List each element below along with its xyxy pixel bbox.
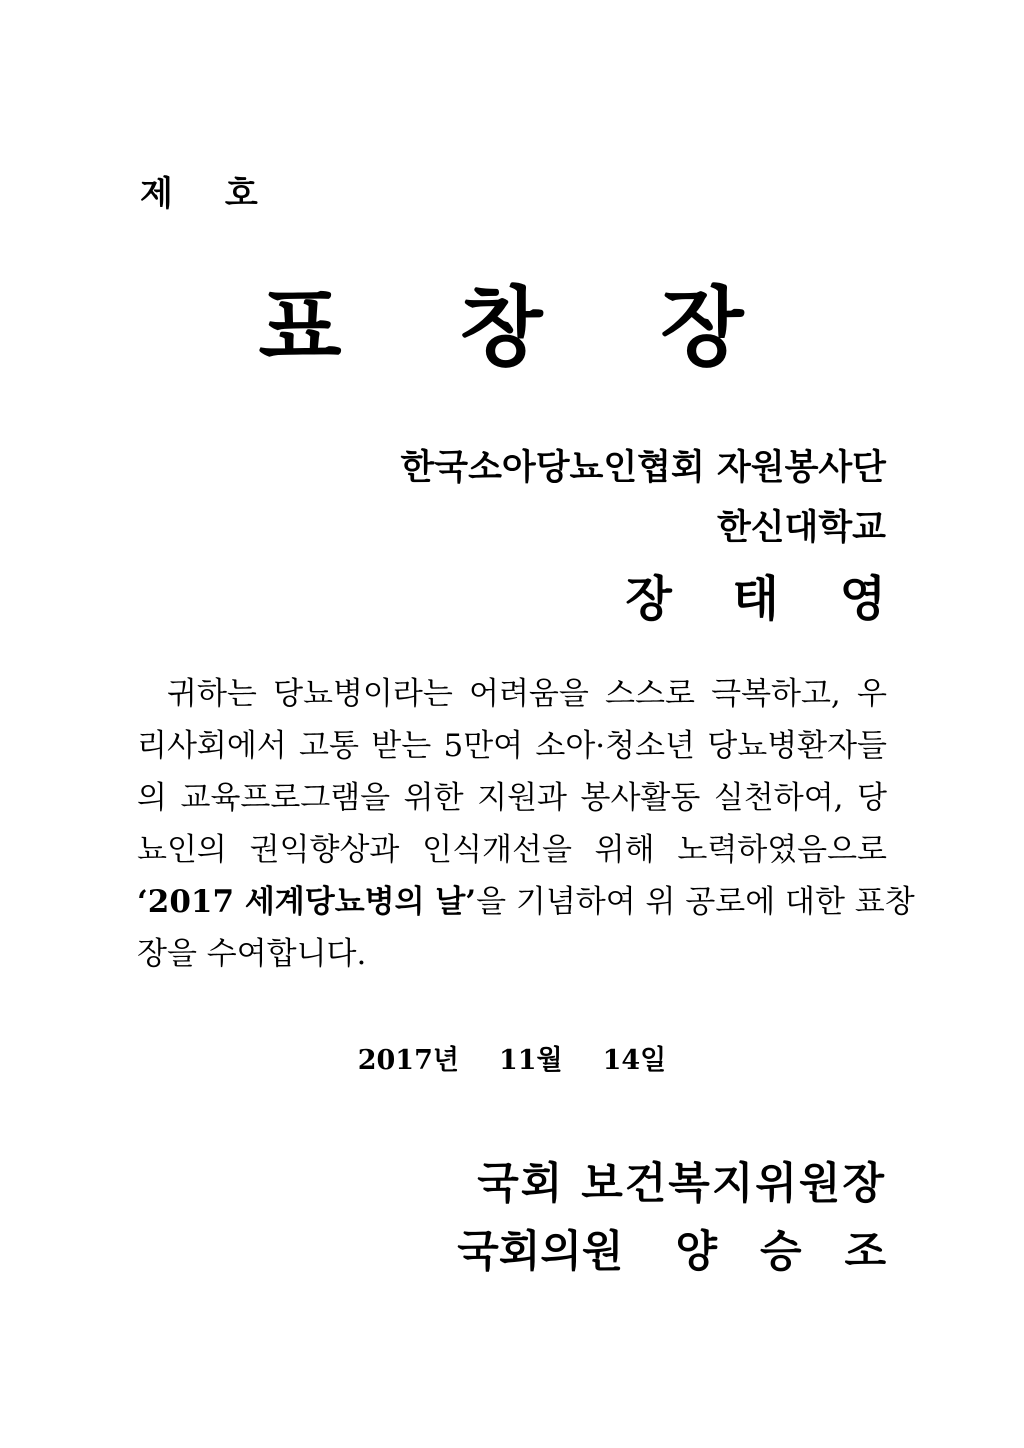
citation-line: 의 교육프로그램을 위한 지원과 봉사활동 실천하여, 당: [137, 780, 887, 816]
issuer-position: 국회 보건복지위원장: [477, 1159, 886, 1209]
event-name: ‘2017 세계당뇨병의 날’: [137, 884, 477, 920]
citation-line: 귀하는 당뇨병이라는 어려움을 스스로 극복하고, 우: [167, 676, 887, 712]
date-day: 14일: [602, 1045, 667, 1076]
number-suffix: 호: [224, 174, 258, 214]
issue-date: [0, 1038, 1024, 1077]
number-prefix: 제: [140, 174, 173, 214]
citation-line: [137, 876, 915, 928]
citation-line-rest: 을 기념하여 위 공로에 대한 표창: [476, 884, 915, 920]
issuer-name: 양 승 조: [675, 1227, 900, 1277]
certificate-number: [140, 166, 258, 215]
recipient-name: 장 태 영: [625, 571, 908, 627]
recipient-school: 한신대학교: [716, 507, 886, 548]
issuer-title: 국회의원: [457, 1227, 624, 1277]
date-year: 2017년: [357, 1045, 459, 1076]
citation-line: 리사회에서 고통 받는 5만여 소아·청소년 당뇨병환자들: [137, 728, 887, 764]
recipient-organization: 한국소아당뇨인협회 자원봉사단: [400, 447, 886, 488]
issuer-signature-line: [457, 1218, 900, 1279]
citation-line: 뇨인의 권익향상과 인식개선을 위해 노력하였음으로: [137, 832, 887, 868]
date-month: 11월: [498, 1045, 563, 1076]
citation-line: 장을 수여합니다.: [137, 936, 367, 972]
document-title: 표 창 장: [258, 277, 788, 378]
citation-text: [137, 668, 915, 980]
